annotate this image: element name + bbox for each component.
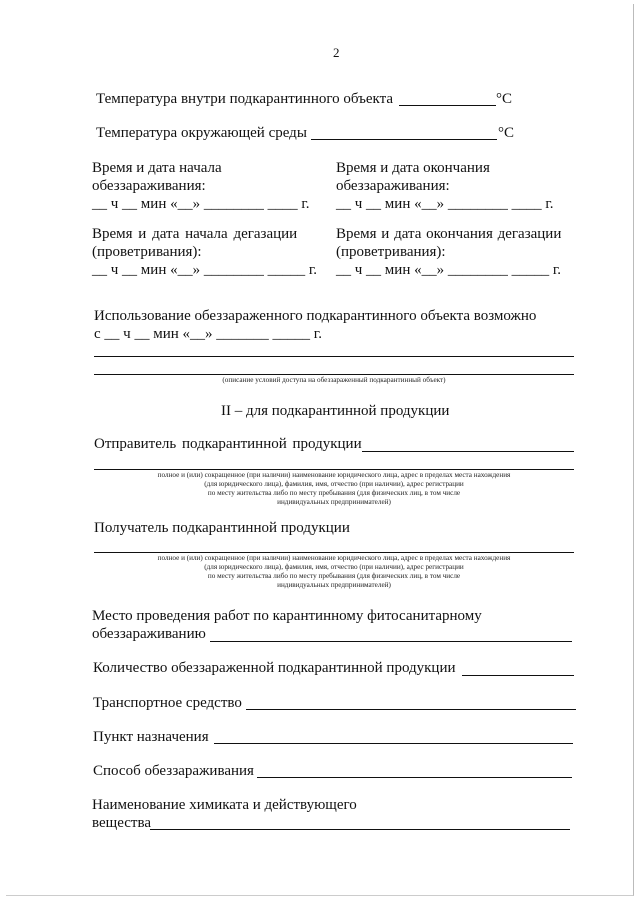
degassing-start-field[interactable]: __ ч __ мин «__» ________ _____ г. <box>92 262 318 278</box>
temp-ambient-field[interactable] <box>311 139 497 140</box>
disinfection-start-field[interactable]: __ ч __ мин «__» ________ ____ г. <box>92 196 310 212</box>
receiver-caption-4: индивидуальных предпринимателей) <box>277 581 391 589</box>
work-place-line1: Место проведения работ по карантинному фитосанитарному <box>92 608 482 624</box>
receiver-field[interactable] <box>94 552 574 553</box>
transport-label: Транспортное средство <box>93 695 242 711</box>
temp-inside-label: Температура внутри подкарантинного объекта <box>96 91 394 107</box>
destination-label: Пункт назначения <box>93 729 209 745</box>
section-title: II – для подкарантинной продукции <box>221 403 450 419</box>
chemical-field[interactable] <box>150 829 570 830</box>
sender-caption-1: полное и (или) сокращенное (при наличии) наименование юридического лица, адрес в пределах места нахождения <box>157 471 511 479</box>
sender-label: Отправитель подкарантинной продукции <box>94 436 362 452</box>
degassing-end-line1: Время и дата окончания дегазации <box>336 226 562 242</box>
sender-caption-3: по месту жительства либо по месту пребывания (для физических лиц, в том числе <box>207 489 461 497</box>
usage-caption: (описание условий доступа на обеззараженный подкарантинный объект) <box>222 376 446 384</box>
destination-field[interactable] <box>214 743 573 744</box>
work-place-line2: обеззараживанию <box>92 626 206 642</box>
disinfection-end-line1: Время и дата окончания <box>336 160 490 176</box>
usage-conditions-line-1[interactable] <box>94 356 574 357</box>
disinfection-start-line1: Время и дата начала <box>92 160 222 176</box>
method-label: Способ обеззараживания <box>93 763 254 779</box>
work-place-field[interactable] <box>210 641 572 642</box>
quantity-field[interactable] <box>462 675 574 676</box>
usage-line1: Использование обеззараженного подкарантинного объекта возможно <box>94 308 537 324</box>
degassing-start-line2: (проветривания): <box>92 244 202 260</box>
receiver-caption-2: (для юридического лица), фамилия, имя, отчество (при наличии), адрес регистрации <box>204 563 464 571</box>
page-number: 2 <box>333 45 340 60</box>
sender-caption-2: (для юридического лица), фамилия, имя, отчество (при наличии), адрес регистрации <box>204 480 464 488</box>
usage-date-field[interactable]: с __ ч __ мин «__» _______ _____ г. <box>94 326 322 342</box>
transport-field[interactable] <box>246 709 576 710</box>
temp-inside-field[interactable] <box>399 105 496 106</box>
sender-field[interactable] <box>362 451 574 452</box>
sender-caption-4: индивидуальных предпринимателей) <box>277 498 391 506</box>
disinfection-end-field[interactable]: __ ч __ мин «__» ________ ____ г. <box>336 196 554 212</box>
sender-field-line-2[interactable] <box>94 469 574 470</box>
disinfection-end-line2: обеззараживания: <box>336 178 450 194</box>
disinfection-start-line2: обеззараживания: <box>92 178 206 194</box>
degassing-end-line2: (проветривания): <box>336 244 446 260</box>
degassing-start-line1: Время и дата начала дегазации <box>92 226 298 242</box>
usage-conditions-line-2[interactable] <box>94 374 574 375</box>
temp-inside-unit: °С <box>496 91 513 107</box>
chemical-line1: Наименование химиката и действующего <box>92 797 357 813</box>
quantity-label: Количество обеззараженной подкарантинной продукции <box>93 660 456 676</box>
receiver-caption-3: по месту жительства либо по месту пребывания (для физических лиц, в том числе <box>207 572 461 580</box>
chemical-line2: вещества <box>92 815 151 831</box>
degassing-end-field[interactable]: __ ч __ мин «__» ________ _____ г. <box>336 262 562 278</box>
temp-ambient-unit: °С <box>498 125 515 141</box>
method-field[interactable] <box>257 777 572 778</box>
receiver-caption-1: полное и (или) сокращенное (при наличии) наименование юридического лица, адрес в пределах места нахождения <box>157 554 511 562</box>
temp-ambient-label: Температура окружающей среды <box>96 125 307 141</box>
receiver-label: Получатель подкарантинной продукции <box>94 520 350 536</box>
